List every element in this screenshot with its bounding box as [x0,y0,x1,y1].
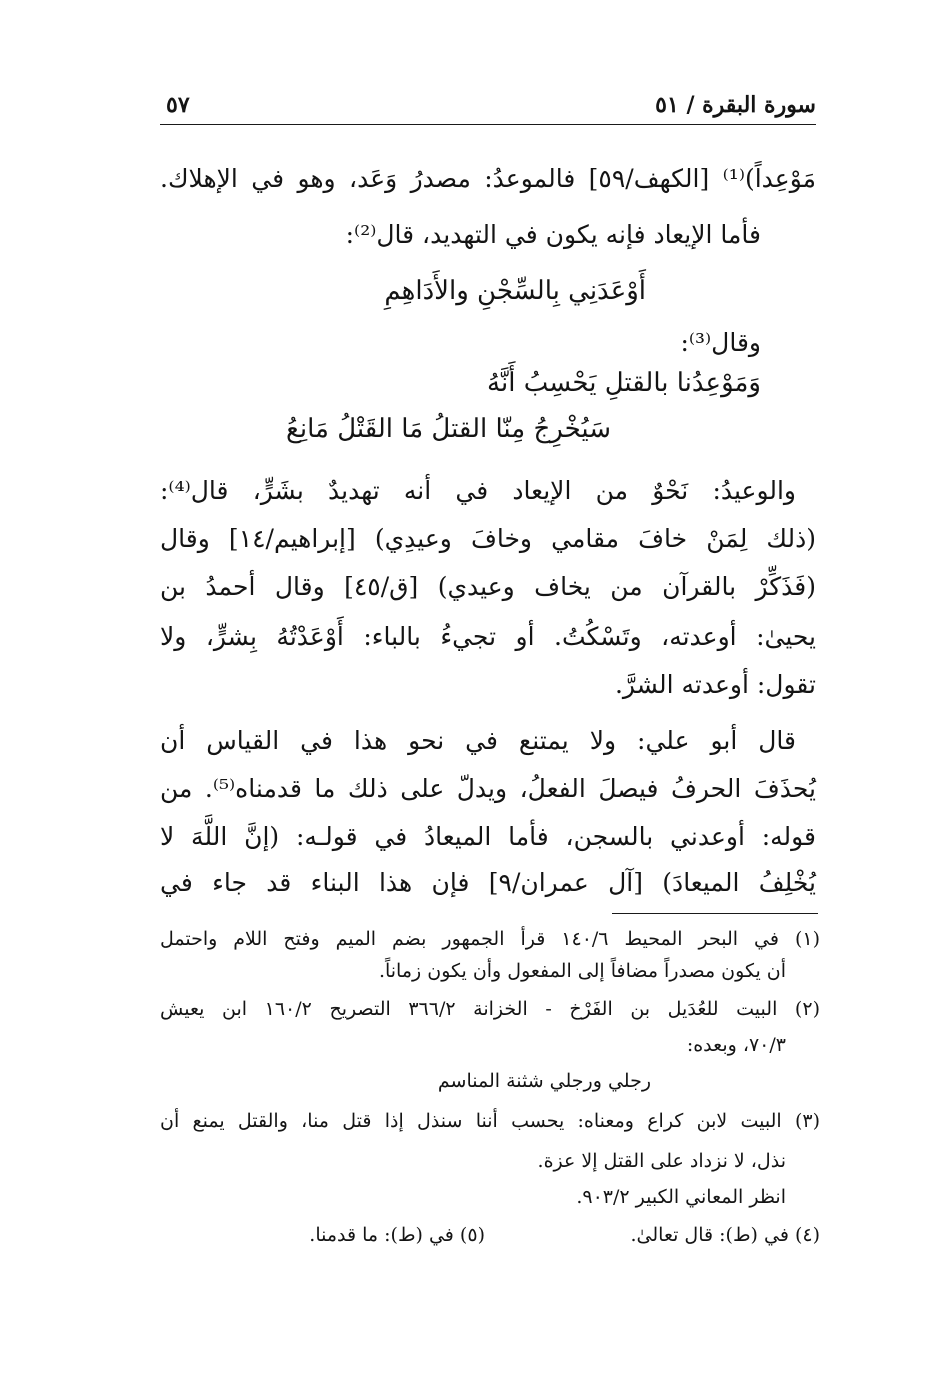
header-surah-title: سورة البقرة / ٥١ [655,92,816,118]
body-line-1: مَوْعِداً)⁽¹⁾ [الكهف/٥٩] فالموعدُ: مصدرُ وَعَد، وهو في الإهلاك. [160,164,816,193]
body-line-13: يُحذَفَ الحرفُ فيصلَ الفعلُ، ويدلّ على ذلك ما قدمناه⁽⁵⁾. من [160,774,816,803]
page-number: ٥٧ [166,92,190,118]
footnote-2-line-1: (٢) البيت للعُدَيل بن الفَرْخ - الخزانة ٣٦٦/٢ التصريح ١٦٠/٢ ابن يعيش [160,998,820,1020]
footnote-1-line-2: أن يكون مصدراً مضافاً إلى المفعول وأن يكون زماناً. [378,960,786,982]
body-line-7: والوعيدُ: نَحْوٌ من الإيعاد في أنه تهديدٌ بشَرٍّ، قال⁽⁴⁾: [160,476,796,505]
body-line-8: (ذلك لِمَنْ خافَ مقامي وخافَ وعيدِي) [إبراهيم/١٤] وقال [160,524,816,553]
body-line-11: تقول: أوعدته الشرَّ. [614,670,816,699]
footnote-separator [612,913,818,914]
footnote-3-line-3: انظر المعاني الكبير ٩٠٣/٢. [576,1186,786,1208]
footnote-1-line-1: (١) في البحر المحيط ١٤٠/٦ قرأ الجمهور بضم الميم وفتح اللام واحتمل [160,928,821,950]
body-line-15: يُخْلِفُ الميعادَ) [آل عمران/٩] فإن هذا البناء قد جاء في [160,868,816,897]
running-header [160,84,816,125]
footnote-4: (٤) في (ط): قال تعالىٰ. [630,1224,820,1246]
footnote-3-line-2: نذل، لا نزداد على القتل إلا عزة. [537,1150,786,1172]
footnote-2-verse: رجلي ورجلي شثنة المناسم [437,1070,651,1092]
body-line-2: فأما الإيعاد فإنه يكون في التهديد، قال⁽²⁾: [345,220,761,249]
body-line-9: (فَذَكِّرْ بالقرآن من يخاف وعيدي) [ق/٤٥] وقال أحمدُ بن [160,572,816,601]
footnote-5: (٥) في (ط): ما قدمنا. [309,1224,485,1246]
verse-line-1: أَوْعَدَنِي بِالسِّجْنِ والأَدَاهِمِ [384,276,646,306]
verse-line-3: سَيُخْرِجُ مِنّا القتلُ مَا القَتْلُ مَانِعُ [286,414,611,444]
body-line-10: يحيىٰ: أوعدته، وتَسْكُتُ. أو تجيءُ بالباء: أَوْعَدْتُهُ بِشرٍّ، ولا [160,622,816,651]
body-line-4: وقال⁽³⁾: [680,328,761,357]
body-line-14: قوله: أوعدني بالسجن، فأما الميعادُ في قولـه: (إنَّ اللَّهَ لا [160,822,816,851]
verse-line-2: وَمَوْعِدُنا بالقتلِ يَحْسِبُ أَنَّهُ [487,368,761,398]
footnote-3-line-1: (٣) البيت لابن كراع ومعناه: يحسب أننا سنذل إذا قتل منا، والقتل يمنع أن [160,1110,820,1132]
footnote-2-line-2: ٧٠/٣، وبعده: [686,1034,786,1056]
body-line-12: قال أبو علي: ولا يمتنع في نحو هذا في القياس أن [160,726,796,755]
